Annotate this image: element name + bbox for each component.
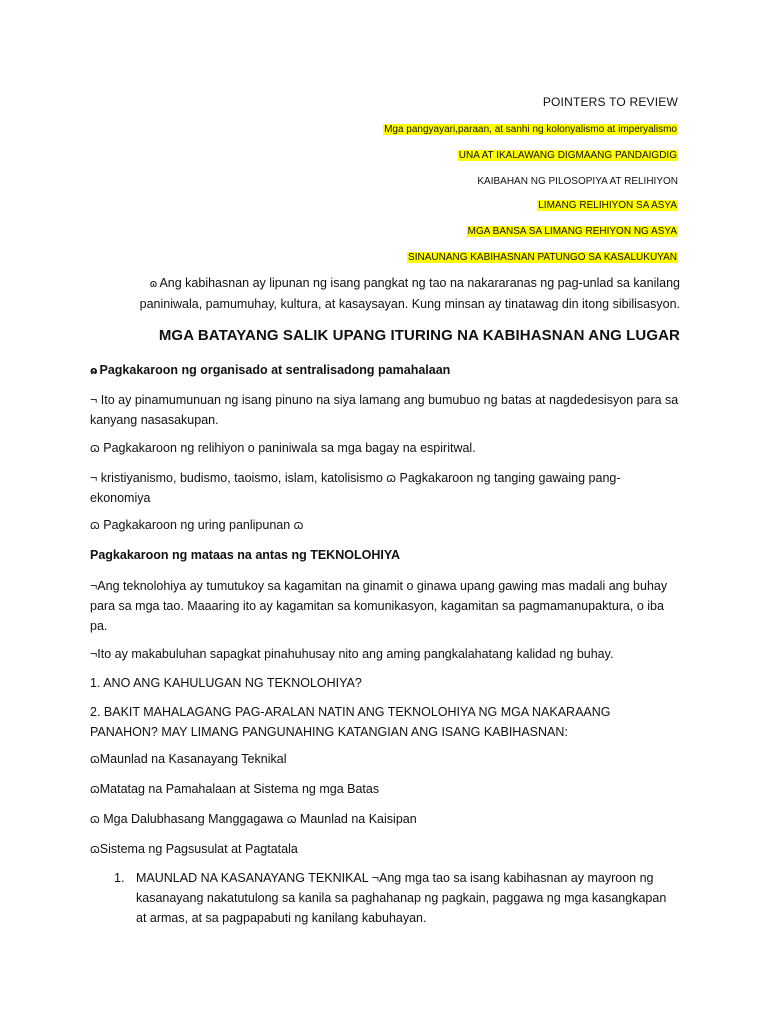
pointer-text: Mga pangyayari,paraan, at sanhi ng kolonyalismo at imperyalismo (384, 124, 677, 135)
intro-text: Ang kabihasnan ay lipunan ng isang pangkat ng tao na nakararanas ng pag-unlad sa kanilang paniniwala, pamumuhay, kultura, at kasaysayan. Kung minsan ay tinatawag din itong sibilisasyon. (139, 276, 680, 311)
pointer-item (467, 225, 678, 239)
pointer-item (537, 199, 678, 213)
list-text: MAUNLAD NA KASANAYANG TEKNIKAL ¬Ang mga tao sa isang kabihasnan ay mayroon ng kasanayang nakatutulong sa kanila sa paghahanap ng pagkain, paggawa ng mga kasangkapan at armas, at sa pagpapabuti ng kanilang kabuhayan. (136, 871, 667, 925)
bullet-icon: ɷ (149, 277, 158, 290)
pointer-item (458, 149, 678, 163)
paragraph: ɷ Pagkakaroon ng uring panlipunan ɷ (90, 518, 304, 532)
paragraph: ¬Ang teknolohiya ay tumutukoy sa kagamitan na ginamit o ginawa upang gawing mas madali ang buhay para sa mga tao. Maaaring ito ay kagamitan sa komunikasyon, kagamitan sa pagmamanupaktura, o iba pa. (90, 579, 668, 633)
paragraph: ɷ Pagkakaroon ng relihiyon o paniniwala sa mga bagay na espiritwal. (90, 441, 476, 455)
paragraph: ¬ kristiyanismo, budismo, taoismo, islam, katolisismo ɷ Pagkakaroon ng tanging gawaing pang-ekonomiya (90, 471, 621, 505)
numbered-list-item (114, 868, 680, 928)
list-number: 1. (114, 871, 125, 885)
intro-paragraph (90, 273, 680, 314)
pointers-title: POINTERS TO REVIEW (542, 95, 678, 109)
subheading-government (90, 360, 680, 381)
paragraph: ɷSistema ng Pagsusulat at Pagtatala (90, 842, 298, 856)
pointer-text: SINAUNANG KABIHASNAN PATUNGO SA KASALUKUYAN (408, 252, 677, 263)
section-heading: MGA BATAYANG SALIK UPANG ITURING NA KABIHASNAN ANG LUGAR (158, 327, 680, 344)
pointer-text: KAIBAHAN NG PILOSOPIYA AT RELIHIYON (477, 176, 678, 187)
paragraph: ¬Ito ay makabuluhan sapagkat pinahuhusay nito ang aming pangkalahatang kalidad ng buhay. (90, 647, 614, 661)
paragraph: ɷ Mga Dalubhasang Manggagawa ɷ Maunlad na Kaisipan (90, 812, 417, 826)
paragraph: ɷMaunlad na Kasanayang Teknikal (90, 752, 287, 766)
subheading-text: Pagkakaroon ng organisado at sentralisadong pamahalaan (99, 363, 451, 377)
subheading-technology: Pagkakaroon ng mataas na antas ng TEKNOLOHIYA (90, 548, 401, 562)
pointer-text: MGA BANSA SA LIMANG REHIYON NG ASYA (467, 226, 677, 237)
paragraph: ɷMatatag na Pamahalaan at Sistema ng mga Batas (90, 782, 380, 796)
bullet-icon: ɷ (90, 364, 98, 377)
paragraph: ¬ Ito ay pinamumunuan ng isang pinuno na siya lamang ang bumubuo ng batas at nagdedesisyon para sa kanyang nasasakupan. (90, 393, 679, 427)
pointer-item (407, 251, 678, 265)
paragraph: 1. ANO ANG KAHULUGAN NG TEKNOLOHIYA? (90, 676, 362, 690)
pointer-item (383, 123, 678, 137)
pointer-text: UNA AT IKALAWANG DIGMAANG PANDAIGDIG (458, 150, 677, 161)
pointer-item (477, 175, 678, 189)
pointer-text: LIMANG RELIHIYON SA ASYA (538, 200, 677, 211)
paragraph: 2. BAKIT MAHALAGANG PAG-ARALAN NATIN ANG TEKNOLOHIYA NG MGA NAKARAANG PANAHON? MAY LIMANG PANGUNAHING KATANGIAN ANG ISANG KABIHASNAN: (90, 705, 611, 739)
